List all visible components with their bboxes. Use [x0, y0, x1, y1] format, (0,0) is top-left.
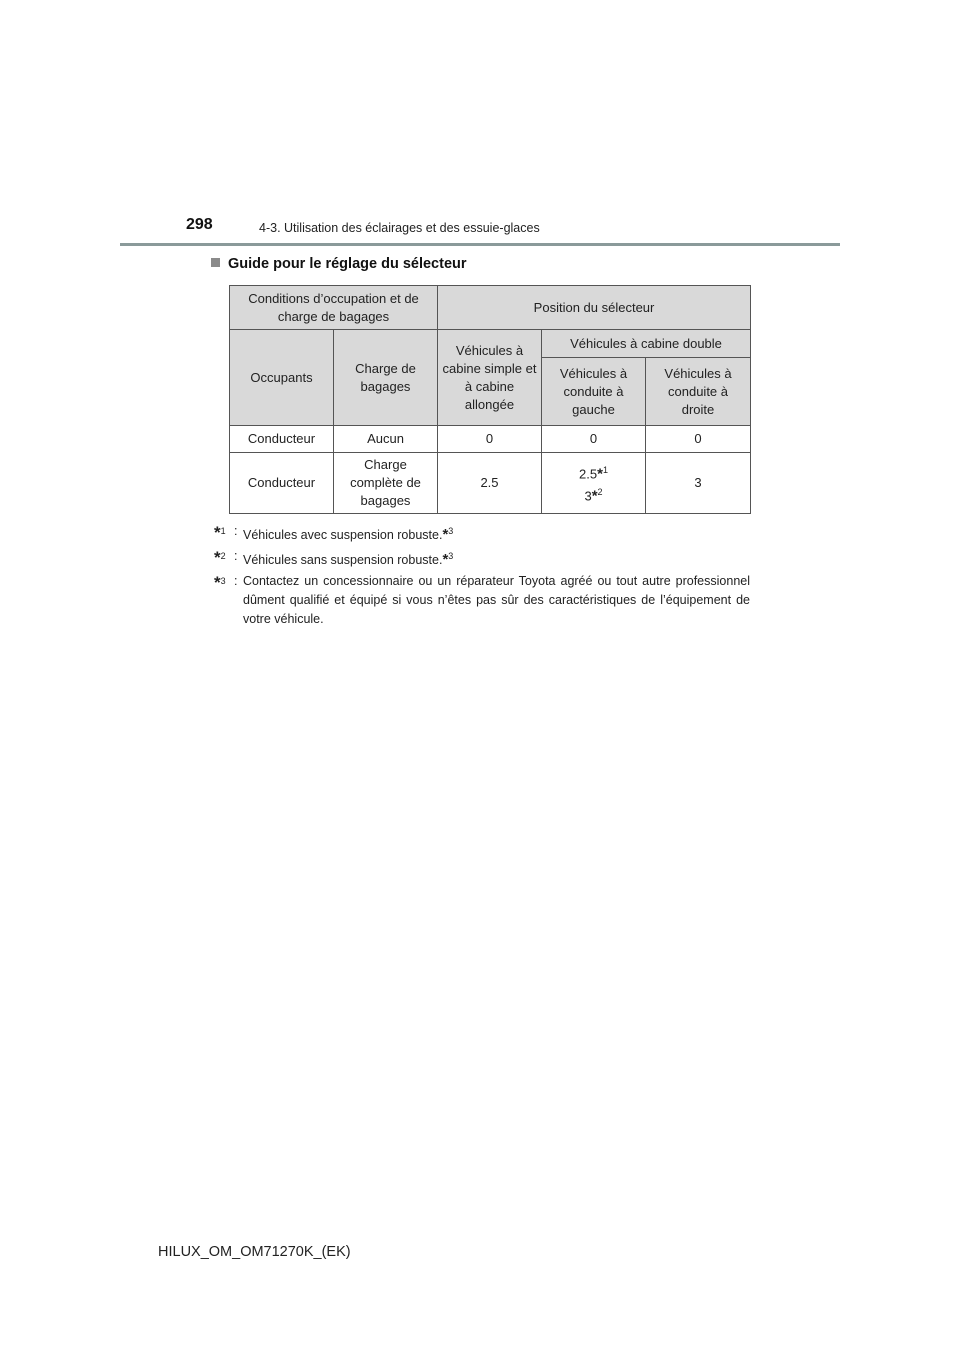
footer-doc-code: HILUX_OM_OM71270K_(EK) [158, 1244, 351, 1260]
footnote-marker: *$^2$ [214, 548, 226, 567]
header-position: Position du sélecteur [438, 286, 751, 330]
section-heading [211, 256, 467, 272]
selector-table [229, 285, 751, 514]
header-conditions: Conditions d’occupation et de charge de bagages [230, 286, 438, 330]
square-bullet-icon [211, 258, 220, 267]
footnote-text: Contactez un concessionnaire ou un réparateur Toyota agréé ou tout autre professionnel dûment qualifié et équipé si vous n’êtes pas sûr des caractéristiques de l’équipement de votre véhicule. [243, 574, 750, 626]
footnote-colon: : [234, 574, 238, 588]
header-rule [120, 243, 840, 246]
header-single-cab: Véhicules à cabine simple et à cabine allongée [438, 330, 542, 426]
cell-lhd: 0 [542, 426, 646, 453]
table-row [230, 426, 751, 453]
section-heading-text: Guide pour le réglage du sélecteur [228, 256, 467, 272]
footnote-ref: 2 [597, 487, 603, 497]
header-double-cab: Véhicules à cabine double [542, 330, 751, 358]
header-lhd: Véhicules à conduite à gauche [542, 358, 646, 426]
cell-lhd-value-b: 3 [584, 488, 592, 504]
footnote-text: Véhicules sans suspension robuste.*$^3$ [243, 551, 454, 569]
table-row [230, 453, 751, 514]
cell-rhd: 0 [646, 426, 751, 453]
cell-occupants: Conducteur [230, 453, 334, 514]
cell-lhd [542, 453, 646, 514]
footnote-colon: : [234, 524, 238, 538]
footnote-ref: 1 [602, 464, 608, 475]
cell-rhd: 3 [646, 453, 751, 514]
header-load: Charge de bagages [334, 330, 438, 426]
chapter-title: 4-3. Utilisation des éclairages et des essuie-glaces [259, 221, 540, 235]
footnote-star: * [597, 465, 603, 482]
footnote-text: Véhicules avec suspension robuste.*$^3$ [243, 526, 454, 544]
cell-single: 0 [438, 426, 542, 453]
footnote-marker: *$^1$ [214, 523, 226, 542]
cell-single: 2.5 [438, 453, 542, 514]
cell-occupants: Conducteur [230, 426, 334, 453]
page-number: 298 [186, 216, 213, 233]
cell-load: Aucun [334, 426, 438, 453]
header-rhd: Véhicules à conduite à droite [646, 358, 751, 426]
footnote-marker: *$^3$ [214, 573, 226, 592]
cell-lhd-value-a: 2.5 [579, 466, 598, 481]
footnote-colon: : [234, 549, 238, 563]
footnote-star: * [591, 487, 598, 505]
header-occupants: Occupants [230, 330, 334, 426]
cell-load: Charge complète de bagages [334, 453, 438, 514]
